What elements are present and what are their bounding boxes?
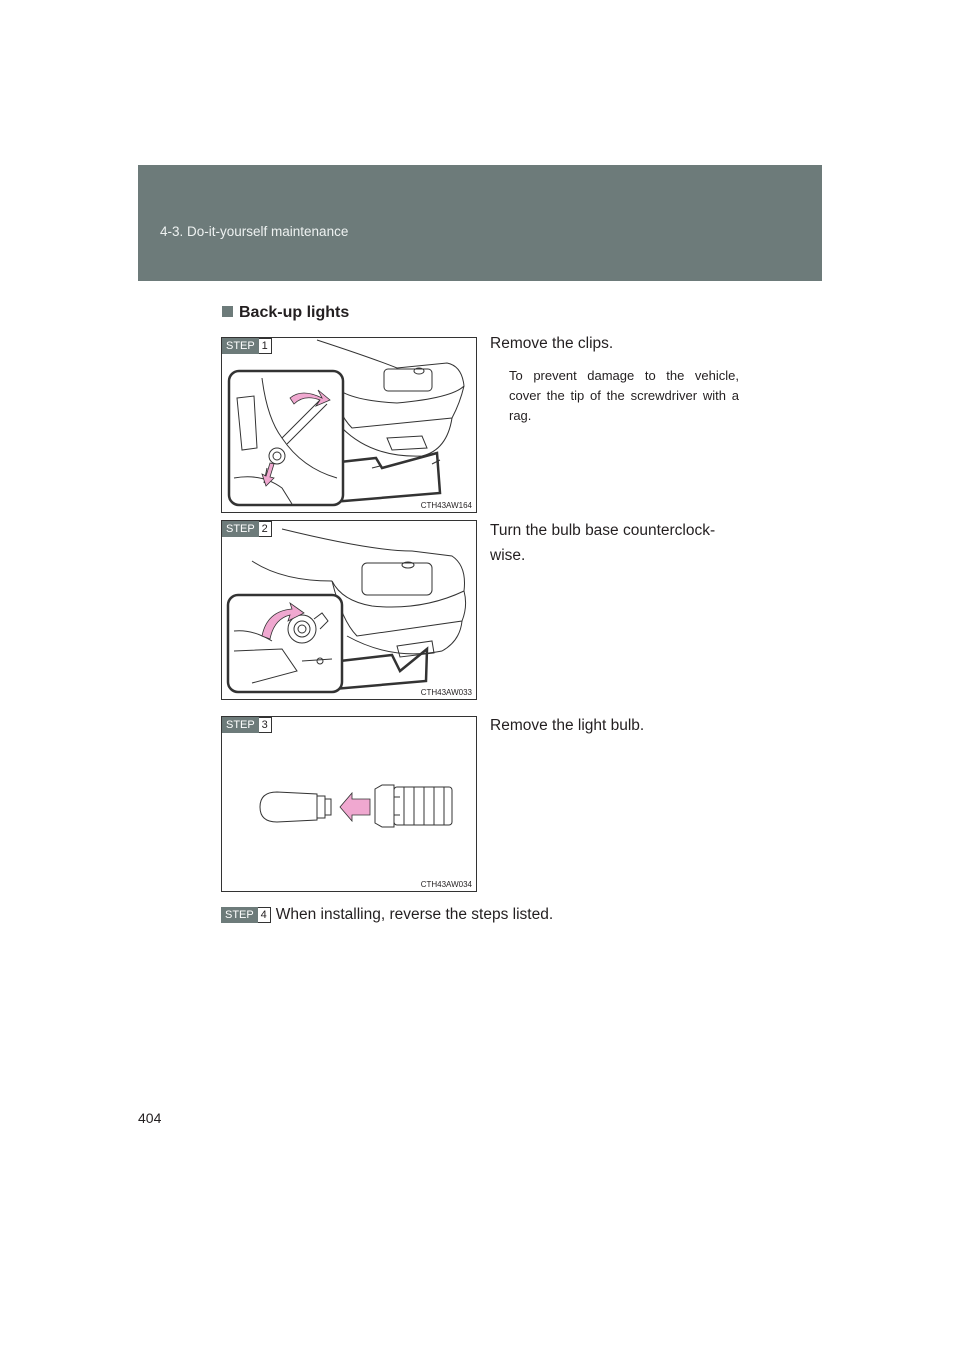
step-label: STEP [221,907,258,923]
section-header: 4-3. Do-it-yourself maintenance [160,224,349,239]
header-band [138,165,822,281]
remove-clips-illustration [222,338,476,512]
section-title [222,304,349,322]
step4-badge [221,907,271,923]
turn-bulb-base-illustration [222,521,476,699]
step1-note: To prevent damage to the vehicle, cover the tip of the screwdriver with a rag. [509,368,739,423]
page-number: 404 [138,1110,162,1126]
remove-bulb-illustration [222,717,476,891]
section-title-text: Back-up lights [239,304,350,321]
step-number: 1 [259,338,272,354]
step4-row [221,906,553,924]
step-number: 3 [259,717,272,733]
square-bullet-icon [222,306,233,317]
step3-figure [221,716,477,892]
step2-figure [221,520,477,700]
step1-badge [222,338,272,354]
step-number: 4 [258,907,271,923]
step-label: STEP [222,717,259,733]
step1-figure [221,337,477,513]
step-number: 2 [259,521,272,537]
step2-text: Turn the bulb base counterclock-wise. [490,522,716,564]
figure-code: CTH43AW164 [420,501,472,510]
figure-code: CTH43AW034 [420,880,472,889]
figure-code: CTH43AW033 [420,688,472,697]
step1-text: Remove the clips. [490,335,614,352]
step-label: STEP [222,521,259,537]
step3-text: Remove the light bulb. [490,717,645,734]
step-label: STEP [222,338,259,354]
step2-badge [222,521,272,537]
step4-text: When installing, reverse the steps listed. [275,906,554,923]
step3-badge [222,717,272,733]
